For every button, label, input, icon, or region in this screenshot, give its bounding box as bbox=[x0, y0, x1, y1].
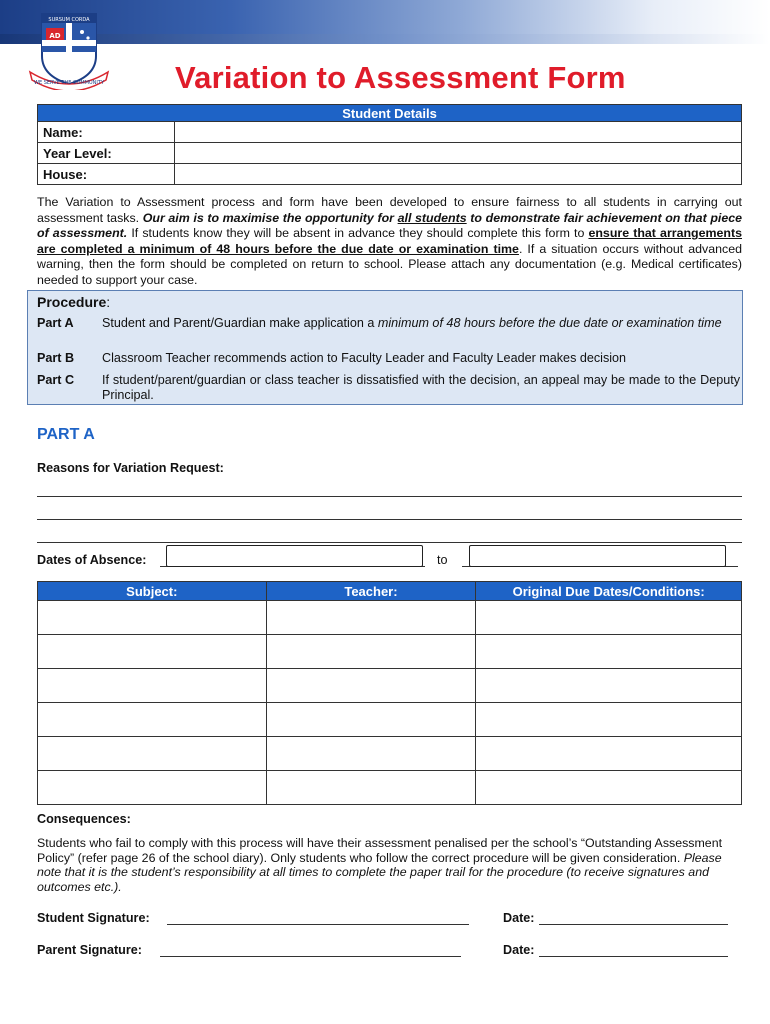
dates-of-absence-label: Dates of Absence: bbox=[37, 553, 147, 567]
procedure-part-b-text: Classroom Teacher recommends action to Faculty Leader and Faculty Leader makes decision bbox=[102, 351, 627, 365]
crest-initials: AD bbox=[49, 32, 61, 40]
intro-text-2: If students know they will be absent in advance they should complete this form to bbox=[131, 226, 585, 240]
page-title: Variation to Assessment Form bbox=[175, 60, 626, 95]
student-signature-label: Student Signature: bbox=[37, 911, 150, 925]
intro-aim-c: to demonstrate fair achievement on that piece of assessment. bbox=[37, 210, 743, 240]
procedure-box bbox=[27, 290, 743, 405]
teacher-cell[interactable] bbox=[266, 635, 476, 669]
due-date-cell[interactable] bbox=[476, 771, 742, 805]
table-row bbox=[38, 635, 742, 669]
crest-motto: WE SERVE THE COMMUNITY bbox=[34, 80, 104, 86]
student-details-heading: Student Details bbox=[38, 105, 742, 122]
part-a-heading: PART A bbox=[37, 426, 95, 443]
absence-from-input[interactable] bbox=[166, 545, 423, 567]
school-crest-logo bbox=[26, 10, 112, 90]
student-date-label: Date: bbox=[503, 911, 535, 925]
absence-to-input[interactable] bbox=[469, 545, 726, 567]
procedure-part-b-key: Part B bbox=[37, 351, 75, 365]
table-row bbox=[38, 669, 742, 703]
intro-text-3: . If a situation occurs without advanced warning, then the form should be completed on return to school. Please attach any documentation (e.g. Medical certificates) needed to support your case. bbox=[37, 241, 742, 287]
table-row bbox=[38, 737, 742, 771]
parent-signature-line[interactable] bbox=[160, 956, 461, 957]
house-field[interactable] bbox=[175, 164, 742, 185]
year-level-field[interactable] bbox=[175, 143, 742, 164]
due-date-cell[interactable] bbox=[476, 737, 742, 771]
due-dates-column-header: Original Due Dates/Conditions: bbox=[476, 582, 742, 601]
procedure-part-c-key: Part C bbox=[37, 373, 75, 387]
procedure-title bbox=[37, 294, 110, 310]
table-row bbox=[38, 771, 742, 805]
parent-date-line[interactable] bbox=[539, 956, 728, 957]
absence-to-label: to bbox=[437, 553, 448, 567]
procedure-part-a-key: Part A bbox=[37, 316, 74, 330]
procedure-title-text: Procedure bbox=[37, 294, 107, 310]
teacher-column-header: Teacher: bbox=[266, 582, 476, 601]
student-date-line[interactable] bbox=[539, 924, 728, 925]
procedure-title-colon: : bbox=[106, 294, 111, 310]
table-row bbox=[38, 601, 742, 635]
table-row bbox=[38, 703, 742, 737]
parent-signature-label: Parent Signature: bbox=[37, 943, 142, 957]
crest-top-text: SURSUM CORDA bbox=[48, 17, 90, 23]
subject-cell[interactable] bbox=[38, 771, 267, 805]
teacher-cell[interactable] bbox=[266, 669, 476, 703]
due-date-cell[interactable] bbox=[476, 601, 742, 635]
subject-cell[interactable] bbox=[38, 601, 267, 635]
due-date-cell[interactable] bbox=[476, 635, 742, 669]
procedure-part-c-text: If student/parent/guardian or class teacher is dissatisfied with the decision, an appeal may be made to the Deputy Principal. bbox=[102, 373, 740, 402]
procedure-part-a-text bbox=[102, 316, 740, 331]
teacher-cell[interactable] bbox=[266, 737, 476, 771]
due-date-cell[interactable] bbox=[476, 669, 742, 703]
subject-column-header: Subject: bbox=[38, 582, 267, 601]
subject-cell[interactable] bbox=[38, 703, 267, 737]
consequences-title: Consequences: bbox=[37, 812, 131, 826]
consequences-text bbox=[37, 836, 742, 894]
house-label: House: bbox=[38, 164, 175, 185]
teacher-cell[interactable] bbox=[266, 601, 476, 635]
subject-cell[interactable] bbox=[38, 669, 267, 703]
reasons-line-1[interactable] bbox=[37, 496, 742, 497]
intro-aim-a: Our aim is to maximise the opportunity for bbox=[142, 210, 394, 225]
reasons-line-3[interactable] bbox=[37, 542, 742, 543]
parent-date-label: Date: bbox=[503, 943, 535, 957]
procedure-part-a-body: Student and Parent/Guardian make application a bbox=[102, 316, 375, 330]
subject-cell[interactable] bbox=[38, 737, 267, 771]
intro-ensure: ensure that arrangements are completed a minimum of 48 hours before the due date or examination time bbox=[37, 226, 742, 256]
consequences-note: Please note that it is the student’s responsibility at all times to complete the paper trail for the procedure (to receive signatures and outcomes etc.). bbox=[37, 850, 722, 894]
name-field[interactable] bbox=[175, 122, 742, 143]
intro-aim-all-students: all students bbox=[397, 210, 467, 225]
reasons-line-2[interactable] bbox=[37, 519, 742, 520]
header-band-stripe bbox=[0, 34, 770, 44]
student-signature-line[interactable] bbox=[167, 924, 469, 925]
teacher-cell[interactable] bbox=[266, 703, 476, 737]
year-level-label: Year Level: bbox=[38, 143, 175, 164]
procedure-part-a-italic: minimum of 48 hours before the due date or examination time bbox=[377, 316, 722, 330]
intro-text-1: The Variation to Assessment process and form have been developed to ensure fairness to all students in carrying out assessment tasks. bbox=[37, 195, 742, 225]
due-date-cell[interactable] bbox=[476, 703, 742, 737]
consequences-body: Students who fail to comply with this process will have their assessment penalised per the school’s “Outstanding Assessment Policy” (refer page 26 of the school diary). Only students who follow the correct procedure will be given consideration. bbox=[37, 836, 723, 865]
teacher-cell[interactable] bbox=[266, 771, 476, 805]
reasons-label: Reasons for Variation Request: bbox=[37, 461, 224, 475]
subjects-table bbox=[37, 581, 742, 805]
name-label: Name: bbox=[38, 122, 175, 143]
subject-cell[interactable] bbox=[38, 635, 267, 669]
intro-paragraph bbox=[37, 195, 742, 288]
student-details-table bbox=[37, 104, 742, 185]
